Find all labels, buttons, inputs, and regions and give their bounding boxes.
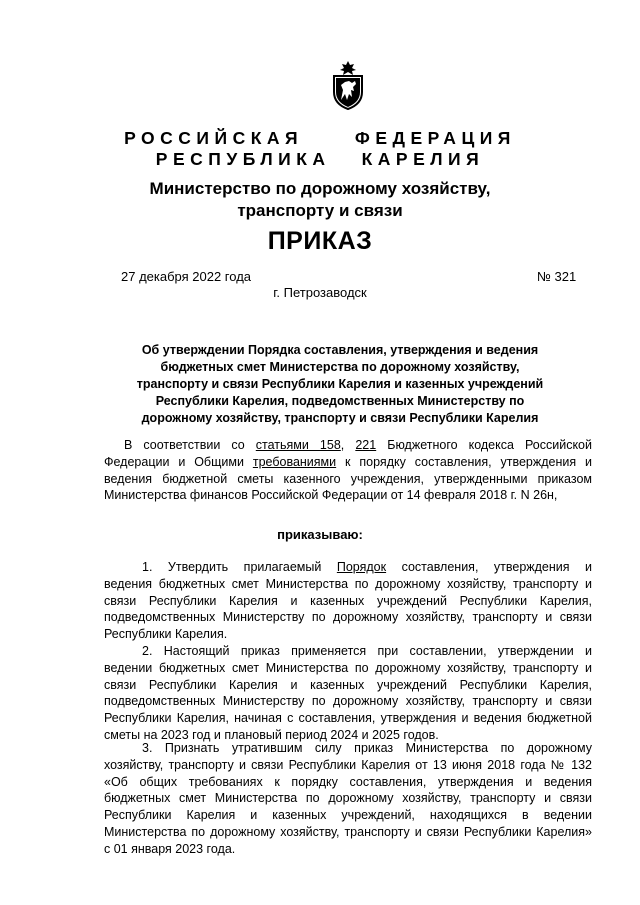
link-requirements[interactable]: требованиями — [252, 454, 337, 469]
item-3-line-2: хозяйству, транспорту и связи Республики Карелия от 13 июня 2018 года № 132 — [104, 757, 592, 772]
preamble-line-2 — [104, 454, 592, 471]
item-3-line-3: «Об общих требованиях к порядку составления, утверждения и ведения — [104, 774, 592, 789]
preamble-text: , — [340, 438, 356, 452]
document-number: № 321 — [537, 269, 577, 284]
link-procedure[interactable]: Порядок — [336, 560, 387, 574]
item-1-line-4: подведомственных Министерству по дорожному хозяйству, транспорту и связи — [104, 610, 592, 625]
ministry-name-line-1: Министерство по дорожному хозяйству, — [149, 179, 491, 198]
item-1-line-2: ведения бюджетных смет Министерства по дорожному хозяйству, транспорту и — [104, 576, 592, 591]
subject-line: транспорту и связи Республики Карелия и казенных учреждений — [136, 377, 544, 391]
preamble-text: Бюджетного кодекса Российской — [376, 438, 592, 452]
preamble-text: Федерации и Общими — [104, 454, 253, 469]
preamble-text: к порядку составления, утверждения и — [336, 454, 592, 469]
item-2-line-3: связи Республики Карелия и казенных учреждений Республики Карелия, — [104, 677, 592, 692]
karelia-coat-of-arms-emblem — [330, 60, 366, 110]
item-1-line-5: Республики Карелия. — [104, 627, 228, 642]
preamble-line-1 — [104, 437, 592, 454]
item-3-line-6: Министерства по дорожному хозяйству, транспорту и связи Республики Карелия» — [104, 824, 592, 839]
link-article-221[interactable]: 221 — [355, 438, 377, 452]
subject-line: Республики Карелия, подведомственных Министерству по — [155, 394, 525, 408]
item-1-line-1 — [104, 559, 592, 576]
item-2-line-6: сметы на 2023 год и плановый период 2024 и 2025 годов. — [104, 727, 439, 742]
subject-line: бюджетных смет Министерства по дорожному хозяйству, — [160, 360, 520, 374]
subject-line: дорожному хозяйству, транспорту и связи Республики Карелия — [141, 411, 539, 425]
item-2-line-4: подведомственных Министерству по дорожному хозяйству, транспорту и связи — [104, 694, 592, 709]
preamble-text: В соответствии со — [124, 438, 256, 452]
item-3-line-4: бюджетных смет Министерства по дорожному хозяйству, транспорту и связи — [104, 791, 592, 806]
document-city: г. Петрозаводск — [273, 285, 367, 300]
item-3-paragraph — [104, 740, 592, 858]
item-1-paragraph — [104, 559, 592, 643]
item-2-paragraph — [104, 643, 592, 744]
item-text: составления, утверждения и — [386, 560, 592, 574]
item-text: 1. Утвердить прилагаемый — [142, 560, 337, 574]
subject-line: Об утверждении Порядка составления, утверждения и ведения — [141, 343, 539, 357]
state-name-line-2: РЕСПУБЛИКА КАРЕЛИЯ — [155, 149, 485, 169]
item-2-line-5: Республики Карелия, начиная с составления, утверждения и ведения бюджетной — [104, 711, 592, 726]
item-1-line-3: связи Республики Карелия и казенных учреждений Республики Карелия, — [104, 593, 592, 608]
item-2-line-2: ведении бюджетных смет Министерства по дорожному хозяйству, транспорту и — [104, 660, 592, 675]
document-type-title: ПРИКАЗ — [267, 227, 373, 255]
ministry-name-line-2: транспорту и связи — [237, 201, 403, 220]
document-subject — [100, 342, 580, 427]
preamble-paragraph — [104, 437, 592, 504]
item-2-line-1: 2. Настоящий приказ применяется при составлении, утверждении и — [142, 644, 592, 658]
decree-word: приказываю: — [277, 527, 363, 542]
item-3-line-5: Республики Карелия и казенных учреждений, находящихся в ведении — [104, 808, 592, 823]
item-3-line-1: 3. Признать утратившим силу приказ Министерства по дорожному — [142, 741, 592, 755]
state-name-line-1: РОССИЙСКАЯ ФЕДЕРАЦИЯ — [124, 128, 516, 148]
document-date: 27 декабря 2022 года — [121, 269, 252, 284]
item-3-line-7: с 01 января 2023 года. — [104, 841, 236, 856]
preamble-line-3: ведения бюджетной сметы казенного учреждения, утвержденными приказом — [104, 471, 592, 486]
preamble-line-4: Министерства финансов Российской Федерации от 14 февраля 2018 г. N 26н, — [104, 488, 558, 503]
link-articles-158[interactable]: статьями 158 — [255, 438, 341, 452]
